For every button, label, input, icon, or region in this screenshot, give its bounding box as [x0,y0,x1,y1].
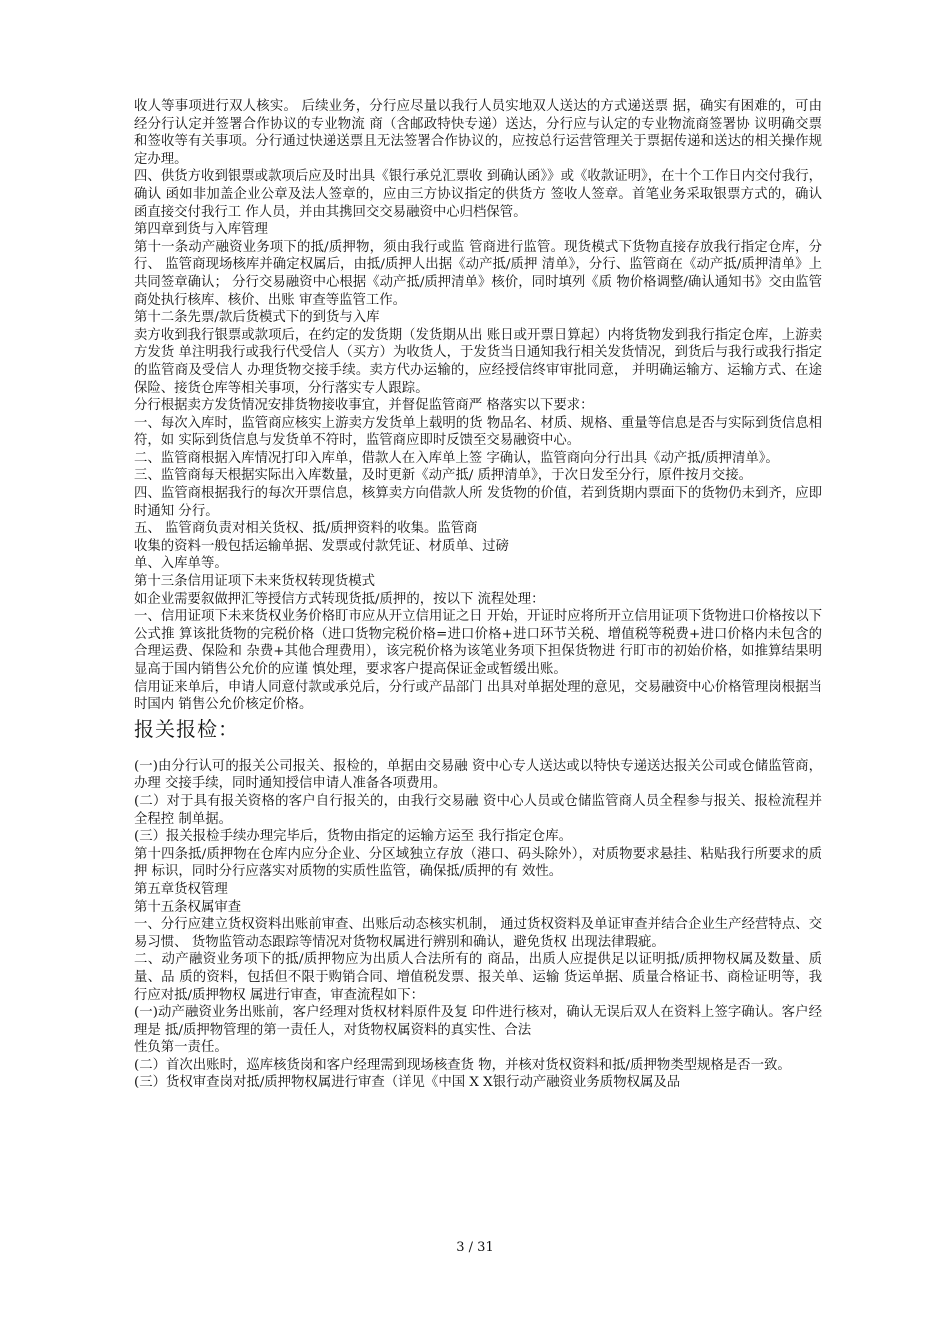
article-heading: 第十二条先票/款后货模式下的到货与入库 [134,310,380,326]
chapter-heading: 第四章到货与入库管理 [134,222,268,238]
article-heading: 第十四条抵/质押物在仓库内应分企业、分区域独立存放（港口、码头除外），对质物要求悬挂、粘贴我行所要求的质押 标识，同时分行应落实对质物的实质性监管，确保抵/质押的有 效性。 [134,846,822,880]
list-item: (三）货权审查岗对抵/质押物权属进行审查（详见《中国 X X银行动产融资业务质物权属及品 [134,1075,681,1091]
list-item: 三、监管商每天根据实际出入库数量，及时更新《动产抵/ 质押清单》，于次日发至分行，原件按月交接。 [134,468,753,484]
paragraph: 四、供货方收到银票或款项后应及时出具《银行承兑汇票收 到确认函》》或《收款证明》，在十个工作日内交付我行，确认 函如非加盖企业公章及法人签章的，应由三方协议指定的供货方 签收人签章。首笔业务采取银票方式的，确认函直接交付我行工 作人员，并由其携回交交易融资中心归档保管。 [134,169,822,220]
article-heading: 第十五条权属审查 [134,899,242,915]
paragraph: 单、入库单等。 [134,556,228,572]
paragraph: 收集的资料一般包括运输单据、发票或付款凭证、材质单、过磅 [134,538,509,554]
page-number: 3 / 31 [456,1240,494,1255]
chapter-heading: 第五章货权管理 [134,881,228,897]
list-item: (二）对于具有报关资格的客户自行报关的，由我行交易融 资中心人员或仓储监管商人员全程参与报关、报检流程并全程控 制单据。 [134,793,822,827]
list-item: (一)由分行认可的报关公司报关、报检的，单据由交易融 资中心专人送达或以特快专递送达报关公司或仓储监管商，办理 交接手续，同时通知授信申请人准备各项费用。 [134,758,822,792]
paragraph: 分行根据卖方发货情况安排货物接收事宜，并督促监管商严 格落实以下要求： [134,398,594,414]
list-item: (一)动产融资业务出账前，客户经理对货权材料原件及复 印件进行核对，确认无误后双人在资料上签字确认。客户经理是 抵/质押物管理的第一责任人，对货物权属资料的真实性、合法 [134,1005,822,1038]
paragraph: 收人等事项进行双人核实。 后续业务，分行应尽量以我行人员实地双人送达的方式递送票 据，确实有困难的，可由经分行认定并签署合作协议的专业物流 商（含邮政特快专递）送达，分行应与认定的专业物流商签署协 议明确交票和签收等有关事项。分行通过快递送票且无法签署合作协议的，应按总行运营管理关于票据传递和送达的相关操作规 定办理。 [134,99,822,167]
list-item: (二）首次出账时，巡库核货岗和客户经理需到现场核查货 物，并核对货权资料和抵/质押物类型规格是否一致。 [134,1057,791,1073]
list-item: (三）报关报检手续办理完毕后，货物由指定的运输方运至 我行指定仓库。 [134,829,572,845]
list-item: 二、动产融资业务项下的抵/质押物应为出质人合法所有的 商品，出质人应提供足以证明抵/质押物权属及数量、质量、品 质的资料，包括但不限于购销合同、增值税发票、报关单、运输 货运单据、质量合格证书、商检证明等，我行应对抵/质押物权 属进行审查，审查流程如下： [134,952,822,1003]
paragraph: 第十一条动产融资业务项下的抵/质押物，须由我行或监 管商进行监管。现货模式下货物直接存放我行指定仓库，分行、 监管商现场核库并确定权属后，由抵/质押人出据《动产抵/质押 清单》，分行、监管商在《动产抵/质押清单》上共同签章确认； 分行交易融资中心根据《动产抵/质押清单》核价，同时填列《质 物价格调整/确认通知书》交由监管商处执行核库、核价、出账 审查等监管工作。 [134,239,822,308]
paragraph: 如企业需要叙做押汇等授信方式转现货抵/质押的，按以下 流程处理： [134,591,545,607]
list-item: 一、每次入库时，监管商应核实上游卖方发货单上载明的货 物品名、材质、规格、重量等信息是否与实际到货信息相符，如 实际到货信息与发货单不符时，监管商应即时反馈至交易融资中心。 [134,415,822,449]
paragraph: 性负第一责任。 [134,1040,228,1056]
list-item: 二、监管商根据入库情况打印入库单，借款人在入库单上签 字确认，监管商向分行出具《动产抵/质押清单》。 [134,450,779,466]
article-heading: 第十三条信用证项下未来货权转现货模式 [134,574,376,590]
paragraph: 信用证来单后，申请人同意付款或承兑后，分行或产品部门 出具对单据处理的意见，交易融资中心价格管理岗根据当时国内 销售公允价核定价格。 [134,679,822,713]
list-item: 一、分行应建立货权资料出账前审查、出账后动态核实机制， 通过货权资料及单证审查并结合企业生产经营特点、交易习惯、 货物监管动态跟踪等情况对货物权属进行辨别和确认，避免货权 出现法律瑕疵。 [134,917,822,950]
list-item: 五、 监管商负责对相关货权、抵/质押资料的收集。监管商 [134,521,478,537]
paragraph: 卖方收到我行银票或款项后，在约定的发货期（发货期从出 账日或开票日算起）内将货物发到我行指定仓库，上游卖方发货 单注明我行或我行代受信人（买方）为收货人，于发货当日通知我行相关发货情况，到货后与我行或我行指定的监管商及受信人 办理货物交接手续。卖方代办运输的，应经授信终审审批同意， 并明确运输方、运输方式、在途保险、接货仓库等相关事项，分行落实专人跟踪。 [134,327,822,396]
list-item: 一、信用证项下未来货权业务价格盯市应从开立信用证之日 开始，开证时应将所开立信用证项下货物进口价格按以下公式推 算该批货物的完税价格（进口货物完税价格=进口价格+进口环节关税、增值税等税费+进口价格内未包含的合理运费、保险和 杂费+其他合理费用），该完税价格为该笔业务项下担保货物进 行盯市的初始价格，如推算结果明显高于国内销售公允价的应谨 慎处理，要求客户提高保证金或暂缓出账。 [134,609,822,677]
section-heading: 报关报检： [134,716,239,741]
list-item: 四、监管商根据我行的每次开票信息，核算卖方向借款人所 发货物的价值，若到货期内票面下的货物仍未到齐，应即时通知 分行。 [134,486,822,519]
document-body [134,98,822,1092]
